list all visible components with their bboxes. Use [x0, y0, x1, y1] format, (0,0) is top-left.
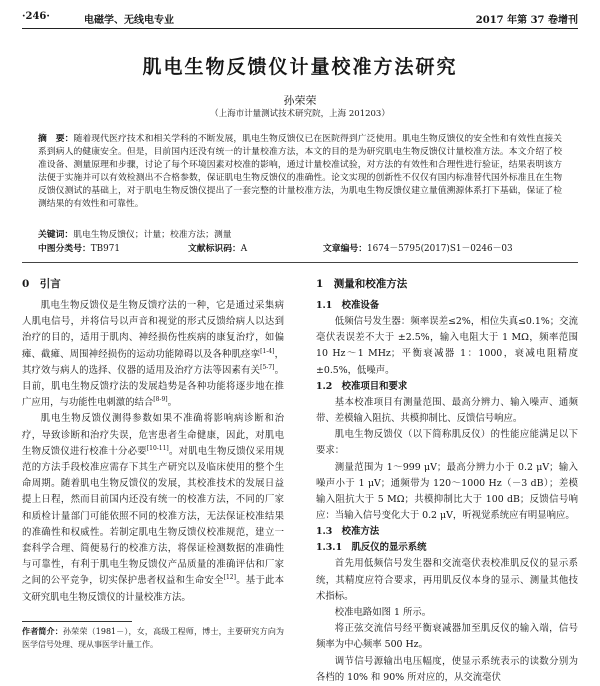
- section-heading-intro: 0 引言: [22, 278, 61, 290]
- intro-1-part-b: ，其疗效与病人的选择、仪器的适用及治疗方法等因素有关: [22, 348, 284, 376]
- paragraph-requirements-intro: 肌电生物反馈仪（以下简称肌反仪）的性能应能满足以下要求：: [316, 429, 578, 457]
- document-code: [188, 241, 247, 254]
- footnote-text: 孙荣荣（1981－），女，高级工程师，博士，主要研究方向为医学信号处理、现从事医学计量工作。: [22, 627, 285, 649]
- doc-code-label: 文献标识码：: [188, 244, 241, 254]
- footnote-label: 作者简介：: [22, 626, 63, 636]
- paragraph-display-4: 调节信号源输出电压幅度，使显示系统表示的读数分别为各档的 10% 和 90% 所对应的，从交流毫伏: [316, 655, 578, 683]
- article-id-value: 1674－5795(2017)S1－0246－03: [367, 244, 513, 254]
- subsection-heading-equipment: 1.1 校准设备: [316, 300, 380, 311]
- citation: [5-7]: [260, 363, 275, 371]
- keywords-text: 肌电生物反馈仪；计量；校准方法；测量: [73, 230, 232, 240]
- intro-2-part-c: 。基于此本文研究肌电生物反馈仪的计量校准方法。: [22, 575, 284, 603]
- article-id: [323, 241, 513, 254]
- author-name: 孙荣荣: [283, 94, 317, 107]
- left-column: [22, 272, 284, 606]
- keywords: [38, 227, 562, 240]
- paragraph-display-3: 将正弦交流信号经平衡衰减器加至肌反仪的输入端，信号频率为中心频率 500 Hz。: [316, 623, 578, 651]
- abstract: [38, 133, 562, 211]
- running-header: [22, 8, 578, 28]
- subsubsection-heading-display: 1.3.1 肌反仪的显示系统: [316, 542, 427, 554]
- paragraph-equipment: 低频信号发生器：频率误差≤2%，相位失真≤0.1%；交流毫伏表误差不大于 ±2.5%，输入电阻大于 1 MΩ，频率范围 10 Hz～1 MHz；平衡衰减器 1：1000，衰减电阻精度 ±0.5%，低噪声。: [316, 316, 578, 376]
- abstract-divider: [22, 262, 578, 263]
- citation: [12]: [223, 574, 236, 582]
- subsection-heading-items: 1.2 校准项目和要求: [316, 380, 408, 392]
- paragraph-intro-1: [22, 298, 284, 411]
- intro-2-part-b: 。对肌电生物反馈仪采用规范的方法手段校准应需存下其生产研究以及临床使用的整个生命周期。随着肌电生物反馈仪的发展，其校准技术的发展日益提上日程，然而目前国内还没有统一的校准方法，不同的厂家和质检计量部门可能依照不同的校准方法，无法保证校准结果的准确性和权威性。若制定肌电生物反馈仪校准规范，建立一套科学合理、简便易行的校准方法，将保证检测数据的准确性与可靠性，有利于肌电生物反馈仪产品质量的准确评估和厂家之间的公平竞争，切实保护患者权益和生命安全: [22, 445, 284, 587]
- clc-value: TB971: [90, 244, 120, 254]
- subsection-heading-method: 1.3 校准方法: [316, 526, 380, 538]
- abstract-label: 摘 要：: [38, 134, 74, 144]
- paragraph-intro-2: [22, 411, 284, 605]
- page-number: ·246·: [22, 11, 50, 22]
- keywords-label: 关键词：: [38, 230, 74, 240]
- intro-1-part-d: 。: [167, 397, 177, 409]
- article-id-label: 文章编号：: [323, 244, 367, 254]
- author-footnote: [22, 625, 284, 651]
- citation: [10-11]: [146, 444, 169, 452]
- intro-1-part-c: 。目前，肌电生物反馈疗法的发展趋势是各种功能将逐步地在推广应用，与功能性电刺激的结合: [22, 364, 284, 409]
- clc-code: [38, 241, 120, 254]
- paragraph-requirements: 测量范围为 1～999 μV；最高分辨力小于 0.2 μV；输入噪声小于 1 μV；通频带为 120～1000 Hz（－3 dB）；差模输入阻抗大于 5 MΩ；共模抑制比大于 100 dB；反馈信号响应：当输入信号变化大于 0.2 μV，听视觉系统应有明显响应。: [316, 461, 578, 522]
- header-divider: [22, 28, 578, 29]
- paragraph-display-1: 首先用低频信号发生器和交流毫伏表校准肌反仪的显示系统，其精度应符合要求，再用肌反仪本身的显示、测量其他技术指标。: [316, 558, 578, 602]
- intro-1-part-a: 肌电生物反馈仪是生物反馈疗法的一种，它是通过采集病人肌电信号，并将信号以声音和视觉的形式反馈给病人以达到治疗的目的，适用于肌肉、神经损伤性疾病的康复治疗，如偏瘫、截瘫、周围神经损伤的运动功能障碍以及各种肌痉挛: [22, 300, 284, 360]
- author-affiliation: （上海市计量测试技术研究院，上海 201203）: [210, 109, 390, 119]
- right-column: [316, 272, 578, 686]
- doc-code-value: A: [240, 244, 248, 254]
- footnote-divider: [22, 621, 132, 622]
- citation: [1-4]: [260, 347, 275, 355]
- abstract-text: 随着现代医疗技术和相关学科的不断发展，肌电生物反馈仪已在医院得到广泛使用。肌电生物反馈仪的安全性和有效性直接关系到病人的健康安全。但是，目前国内还没有统一的计量校准方法，本文的目的是为研究肌电生物反馈仪计量校准方法。本文介绍了校准设备、测量原理和步骤，讨论了每个环境因素对校准的影响，通过计量校准试验，对方法的有效性和合理性进行验证，结果表明该方法便于实施并可以有效检测出不合格参数，保证肌电生物反馈仪的准确性。论文实现的创新性不仅仅有国内标准替代国外标准且在生物反馈仪测试的基础上，对于肌电生物反馈仪提出了一套完整的计量校准方法，为肌电生物反馈仪建立量值溯源体系打下基础，保证了检测结果的有效性和可靠性。: [38, 134, 562, 209]
- paragraph-display-2: 校准电路如图 1 所示。: [334, 607, 432, 619]
- clc-label: 中图分类号：: [38, 244, 91, 254]
- section-heading-methods: 1 测量和校准方法: [316, 278, 408, 290]
- journal-issue: 2017 年第 37 卷增刊: [475, 15, 578, 26]
- citation: [8-9]: [153, 396, 168, 404]
- paper-title: 肌电生物反馈仪计量校准方法研究: [142, 56, 458, 78]
- journal-section: 电磁学、无线电专业: [84, 15, 174, 26]
- intro-2-part-a: 肌电生物反馈仪测得参数如果不准确将影响病诊断和治疗，导致诊断和治疗失误，危害患者生命健康，因此，对肌电生物反馈仪进行校准十分必要: [22, 413, 284, 457]
- paragraph-items: 基本校准项目有测量范围、最高分辨力、输入噪声、通频带、差模输入阻抗、共模抑制比、反馈信号响应。: [316, 396, 578, 425]
